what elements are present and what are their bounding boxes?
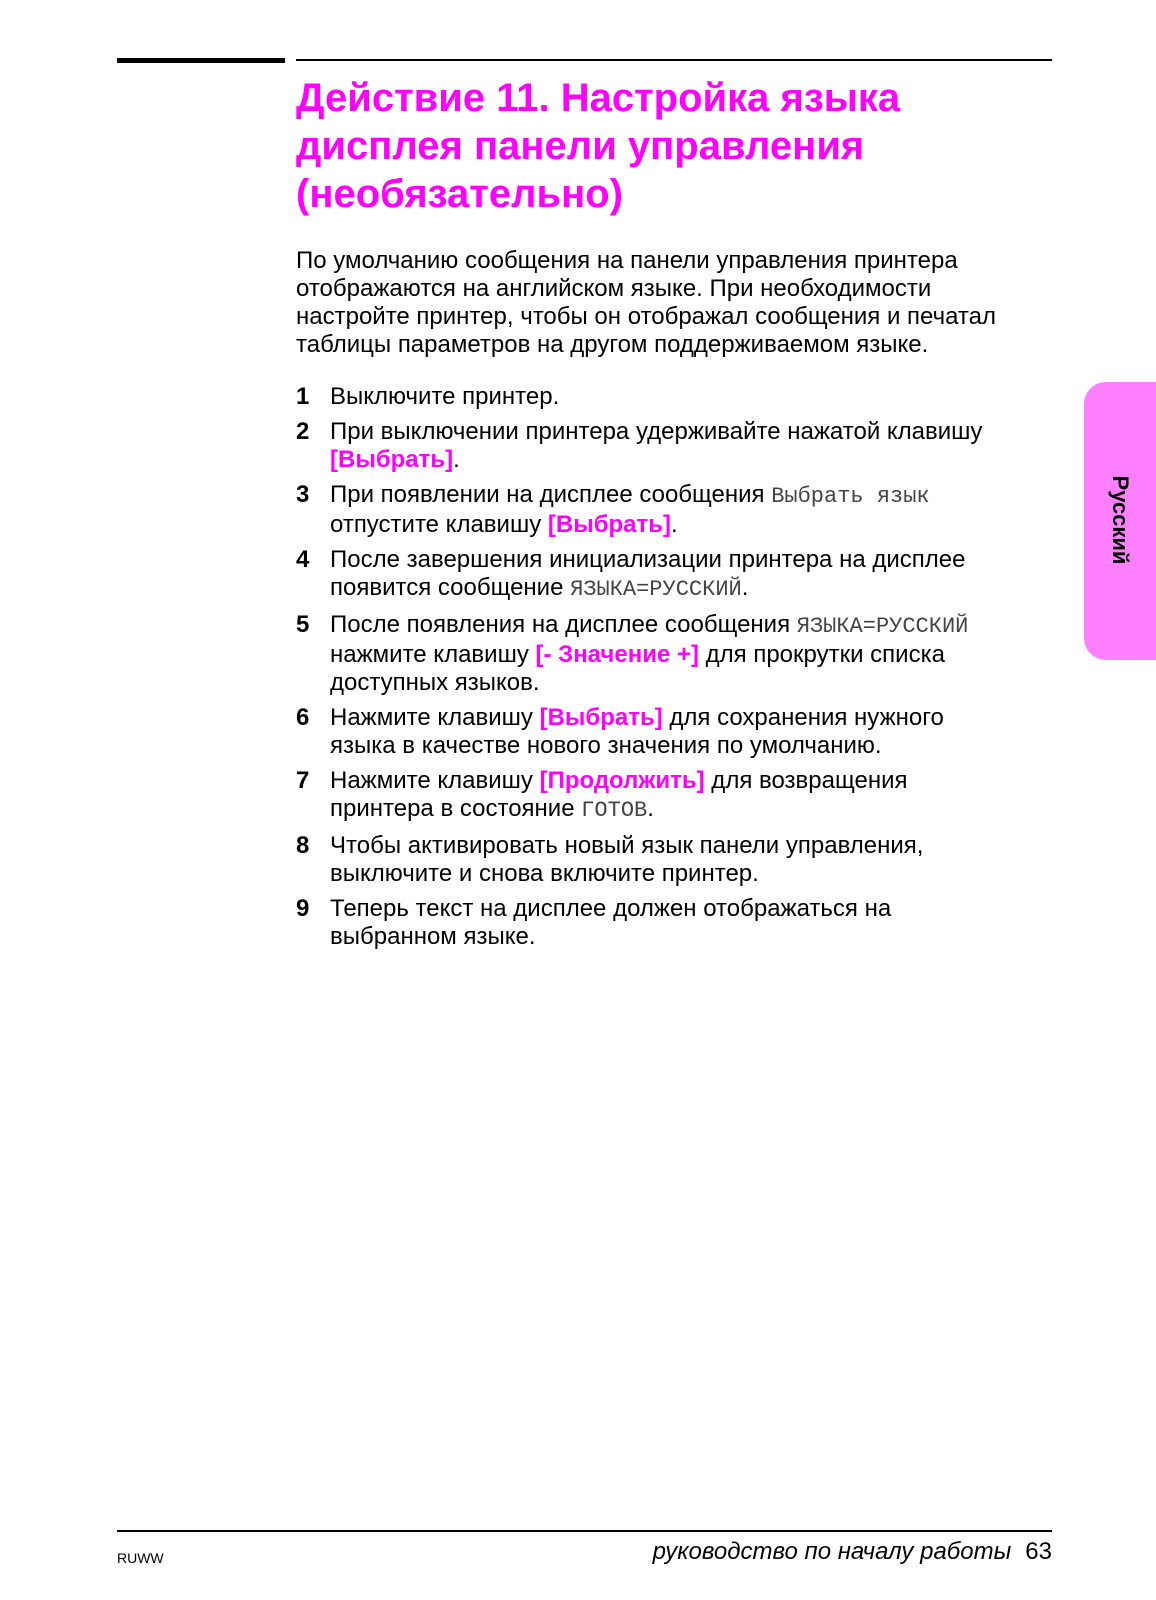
language-tab-label: Русский: [1108, 475, 1133, 565]
step-text: После завершения инициализации принтера на дисплее: [330, 546, 966, 573]
header-rule-left: [117, 58, 285, 63]
key-select: [Выбрать]: [547, 511, 672, 538]
step-4: [296, 546, 1056, 604]
display-message: ЯЗЫКА=РУССКИЙ: [570, 577, 742, 602]
step-7: [296, 767, 1056, 825]
step-text: доступных языков.: [330, 669, 540, 696]
step-number: 8: [296, 832, 310, 859]
punct: .: [671, 511, 678, 538]
title-line: дисплея панели управления: [296, 124, 865, 168]
step-number: 7: [296, 767, 310, 794]
intro-line: По умолчанию сообщения на панели управления принтера: [296, 247, 958, 274]
punct: .: [453, 446, 460, 473]
punct: .: [647, 795, 654, 822]
step-number: 1: [296, 383, 310, 410]
step-text: При появлении на дисплее сообщения: [330, 481, 772, 508]
steps-list: [296, 383, 1056, 958]
header-rule-right: [296, 59, 1052, 61]
display-message: Выбрать язык: [771, 484, 930, 509]
step-text: языка в качестве нового значения по умолчанию.: [330, 732, 882, 759]
display-message: ЯЗЫКА=РУССКИЙ: [796, 614, 969, 639]
step-9: [296, 895, 1056, 951]
step-text: После появления на дисплее сообщения: [330, 611, 797, 638]
title-line: (необязательно): [296, 172, 624, 216]
punct: .: [741, 574, 749, 601]
step-2: [296, 418, 1056, 474]
step-text: Чтобы активировать новый язык панели управления,: [330, 832, 924, 859]
key-select: [Выбрать]: [330, 446, 454, 473]
display-message: ГОТОВ: [581, 798, 648, 823]
step-number: 4: [296, 546, 310, 573]
step-number: 6: [296, 704, 310, 731]
step-8: [296, 832, 1056, 888]
step-number: 5: [296, 611, 310, 638]
page-number: 63: [1025, 1538, 1052, 1565]
step-text: Выключите принтер.: [330, 383, 560, 410]
intro-line: таблицы параметров на другом поддерживаемом языке.: [296, 331, 929, 358]
footer-code: RUWW: [117, 1550, 164, 1566]
step-text: для прокрутки списка: [699, 641, 945, 668]
step-text: Нажмите клавишу: [330, 704, 540, 731]
footer-rule: [117, 1530, 1052, 1532]
step-6: [296, 704, 1056, 760]
step-number: 2: [296, 418, 310, 445]
key-continue: [Продолжить]: [539, 767, 705, 794]
step-3: [296, 481, 1056, 539]
step-number: 9: [296, 895, 310, 922]
title-line: Действие 11. Настройка языка: [296, 76, 901, 120]
step-1: [296, 383, 1056, 411]
step-5: [296, 611, 1056, 697]
footer-title-page: [653, 1538, 1052, 1566]
step-text: для возвращения: [704, 767, 908, 794]
step-text: выключите и снова включите принтер.: [330, 860, 759, 887]
step-text: При выключении принтера удерживайте нажатой клавишу: [330, 418, 983, 445]
key-select: [Выбрать]: [539, 704, 663, 731]
key-value: [- Значение +]: [535, 641, 699, 668]
intro-paragraph: [296, 247, 1056, 359]
step-text: для сохранения нужного: [662, 704, 944, 731]
page-title: [296, 74, 1056, 218]
step-text: появится сообщение: [330, 574, 571, 601]
step-text: принтера в состояние: [330, 795, 582, 822]
step-text: Теперь текст на дисплее должен отображаться на: [330, 895, 892, 922]
step-text: отпустите клавишу: [330, 511, 548, 538]
step-text: выбранном языке.: [330, 923, 536, 950]
intro-line: настройте принтер, чтобы он отображал сообщения и печатал: [296, 303, 996, 330]
step-number: 3: [296, 481, 310, 508]
footer-title: руководство по началу работы: [652, 1538, 1012, 1565]
step-text: Нажмите клавишу: [330, 767, 540, 794]
intro-line: отображаются на английском языке. При необходимости: [296, 275, 932, 302]
step-text: нажмите клавишу: [330, 641, 536, 668]
